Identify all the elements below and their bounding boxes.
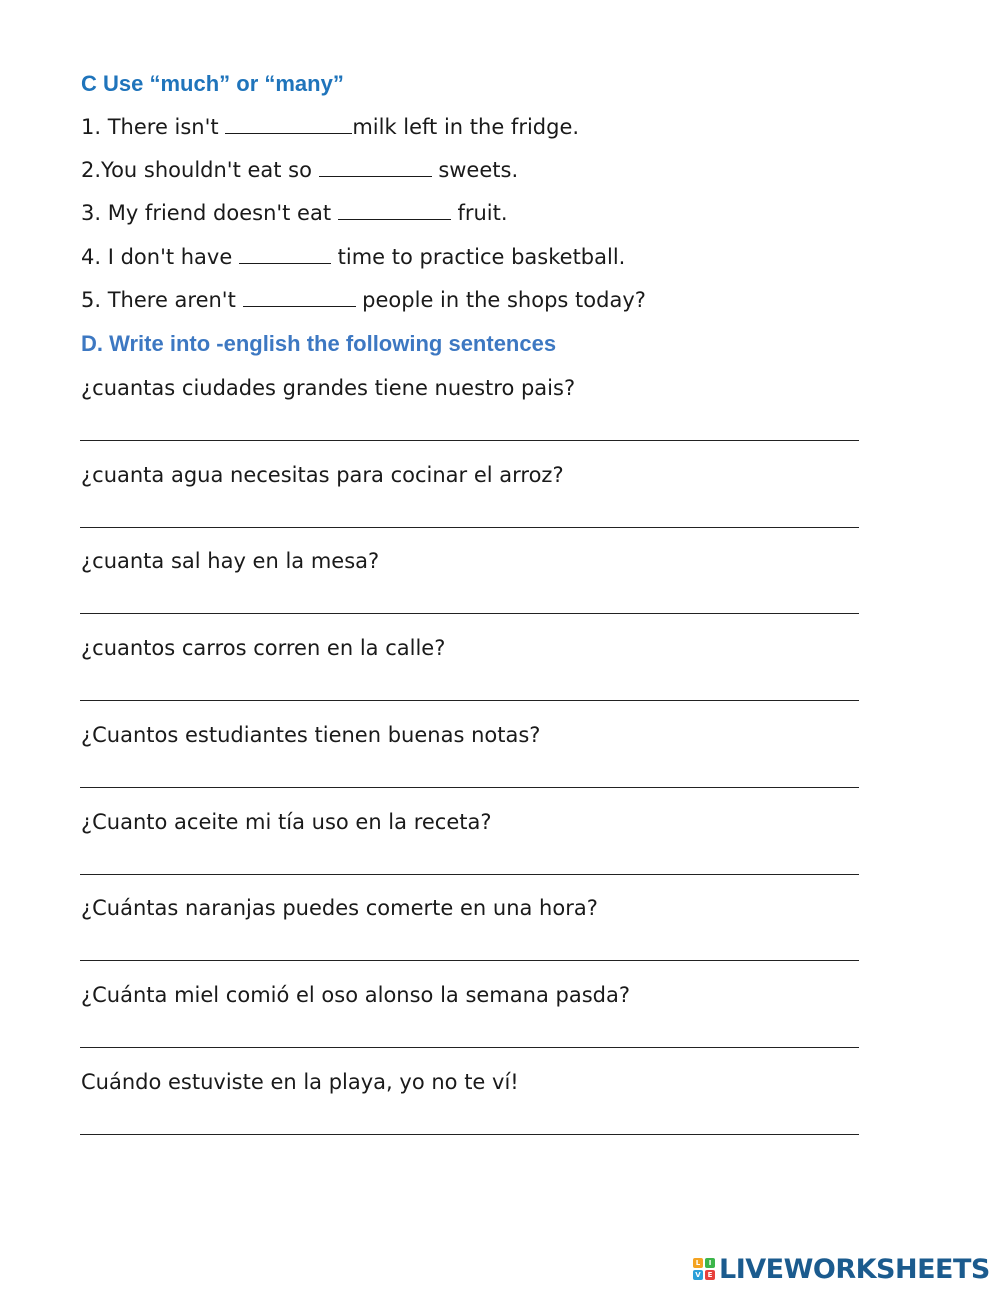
answer-blank[interactable] — [338, 199, 451, 220]
answer-line[interactable] — [80, 527, 859, 528]
logo-text: LIVEWORKSHEETS — [719, 1253, 990, 1285]
exercise-c-4 — [81, 243, 625, 271]
exercise-text-after: milk left in the fridge. — [352, 115, 580, 139]
answer-blank[interactable] — [225, 113, 352, 134]
exercise-c-2 — [81, 156, 518, 184]
liveworksheets-logo-icon — [693, 1258, 715, 1280]
exercise-text-after: sweets. — [431, 158, 519, 182]
translation-sentence: ¿Cuánta miel comió el oso alonso la semana pasda? — [81, 983, 630, 1007]
answer-blank[interactable] — [239, 243, 331, 264]
translation-sentence: ¿Cuantos estudiantes tienen buenas notas? — [81, 723, 541, 747]
translation-sentence: ¿cuanta sal hay en la mesa? — [81, 549, 380, 573]
exercise-text-before: 5. There aren't — [81, 288, 243, 312]
translation-sentence: ¿Cuanto aceite mi tía uso en la receta? — [81, 810, 492, 834]
answer-line[interactable] — [80, 613, 859, 614]
translation-sentence: ¿cuantas ciudades grandes tiene nuestro pais? — [81, 376, 576, 400]
exercise-c-5 — [81, 286, 646, 314]
answer-line[interactable] — [80, 1047, 859, 1048]
exercise-text-before: 3. My friend doesn't eat — [81, 201, 338, 225]
translation-sentence: ¿Cuántas naranjas puedes comerte en una hora? — [81, 896, 598, 920]
section-c-title: C Use “much” or “many” — [81, 71, 344, 96]
translation-sentence: ¿cuanta agua necesitas para cocinar el arroz? — [81, 463, 564, 487]
exercise-c-3 — [81, 199, 508, 227]
logo-tile: L — [693, 1258, 703, 1268]
exercise-text-after: people in the shops today? — [355, 288, 646, 312]
answer-line[interactable] — [80, 874, 859, 875]
answer-line[interactable] — [80, 700, 859, 701]
answer-line[interactable] — [80, 960, 859, 961]
answer-line[interactable] — [80, 787, 859, 788]
exercise-c-1 — [81, 113, 579, 141]
exercise-text-before: 1. There isn't — [81, 115, 226, 139]
logo-tile: V — [693, 1270, 703, 1280]
answer-line[interactable] — [80, 1134, 859, 1135]
exercise-text-before: 2.You shouldn't eat so — [81, 158, 319, 182]
logo-tile: E — [705, 1270, 715, 1280]
answer-line[interactable] — [80, 440, 859, 441]
section-d-title: D. Write into -english the following sentences — [81, 331, 557, 356]
translation-sentence: Cuándo estuviste en la playa, yo no te ví! — [81, 1070, 519, 1094]
answer-blank[interactable] — [319, 156, 432, 177]
exercise-text-after: fruit. — [450, 201, 508, 225]
translation-sentence: ¿cuantos carros corren en la calle? — [81, 636, 446, 660]
liveworksheets-logo — [693, 1252, 990, 1286]
logo-tile: I — [705, 1258, 715, 1268]
exercise-text-before: 4. I don't have — [81, 245, 239, 269]
answer-blank[interactable] — [243, 286, 356, 307]
exercise-text-after: time to practice basketball. — [330, 245, 626, 269]
